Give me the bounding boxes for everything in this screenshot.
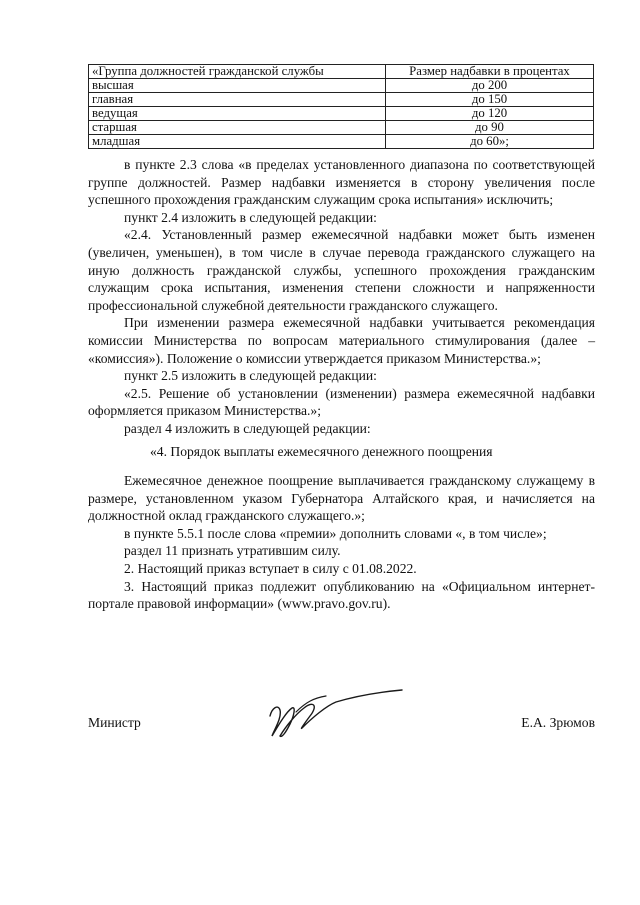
table-row — [89, 135, 594, 149]
table-cell: до 120 — [386, 107, 594, 121]
table-cell: до 60»; — [386, 135, 594, 149]
table-header-cell: «Группа должностей гражданской службы — [89, 65, 386, 79]
allowance-table — [88, 64, 594, 149]
paragraph-clause-2-3: в пункте 2.3 слова «в пределах установленного диапазона по соответствующей группе должностей. Размер надбавки изменяется в сторону увеличения после успешного прохождения гражданским служащим срока испытания» исключить; — [88, 157, 595, 208]
table-row — [89, 93, 594, 107]
paragraph-publication: 3. Настоящий приказ подлежит опубликованию на «Официальном интернет-портале правовой информации» (www.pravo.gov.ru). — [88, 578, 595, 612]
table-header-row — [89, 65, 594, 79]
table-cell: ведущая — [89, 107, 386, 121]
paragraph-section-4-intro: раздел 4 изложить в следующей редакции: — [124, 420, 371, 436]
table-row — [89, 107, 594, 121]
paragraph-commission: При изменении размера ежемесячной надбавки учитывается рекомендация комиссии Министерства по вопросам материального стимулирования (далее – «комиссия»). Положение о комиссии утверждается приказом Министерства.»; — [88, 315, 595, 366]
document-body — [88, 156, 595, 613]
paragraph-section-11: раздел 11 признать утратившим силу. — [124, 543, 341, 559]
table-cell: до 150 — [386, 93, 594, 107]
table-row — [89, 121, 594, 135]
paragraph-clause-5-5-1: в пункте 5.5.1 после слова «премии» дополнить словами «, в том числе»; — [124, 525, 547, 541]
paragraph-incentive: Ежемесячное денежное поощрение выплачивается гражданскому служащему в размере, установленном указом Губернатора Алтайского края, и начисляется на должностной оклад гражданского служащего.»; — [88, 473, 595, 524]
paragraph-clause-2-4-text: «2.4. Установленный размер ежемесячной надбавки может быть изменен (увеличен, уменьшен), в том числе в случае перевода гражданского служащего на иную должность гражданской службы, успешного прохождения гражданским служащим срока испытания, изменения степени сложности и напряженности профессиональной служебной деятельности гражданского служащего. — [88, 227, 595, 313]
paragraph-clause-2-5-intro: пункт 2.5 изложить в следующей редакции: — [124, 368, 377, 384]
paragraph-effective-date: 2. Настоящий приказ вступает в силу с 01.08.2022. — [124, 561, 417, 577]
table-cell: высшая — [89, 79, 386, 93]
table-cell: младшая — [89, 135, 386, 149]
signatory-name: Е.А. Зрюмов — [521, 715, 595, 730]
table-cell: до 200 — [386, 79, 594, 93]
table-cell: до 90 — [386, 121, 594, 135]
paragraph-clause-2-5-text: «2.5. Решение об установлении (изменении) размера ежемесячной надбавки оформляется приказом Министерства.»; — [88, 385, 595, 419]
table-row — [89, 79, 594, 93]
table-header-cell: Размер надбавки в процентах — [386, 65, 594, 79]
table-cell: главная — [89, 93, 386, 107]
paragraph-clause-2-4-intro: пункт 2.4 изложить в следующей редакции: — [124, 209, 377, 225]
section-heading: «4. Порядок выплаты ежемесячного денежного поощрения — [150, 443, 493, 459]
signatory-position: Министр — [88, 715, 141, 730]
signature-block — [88, 710, 595, 734]
table-cell: старшая — [89, 121, 386, 135]
